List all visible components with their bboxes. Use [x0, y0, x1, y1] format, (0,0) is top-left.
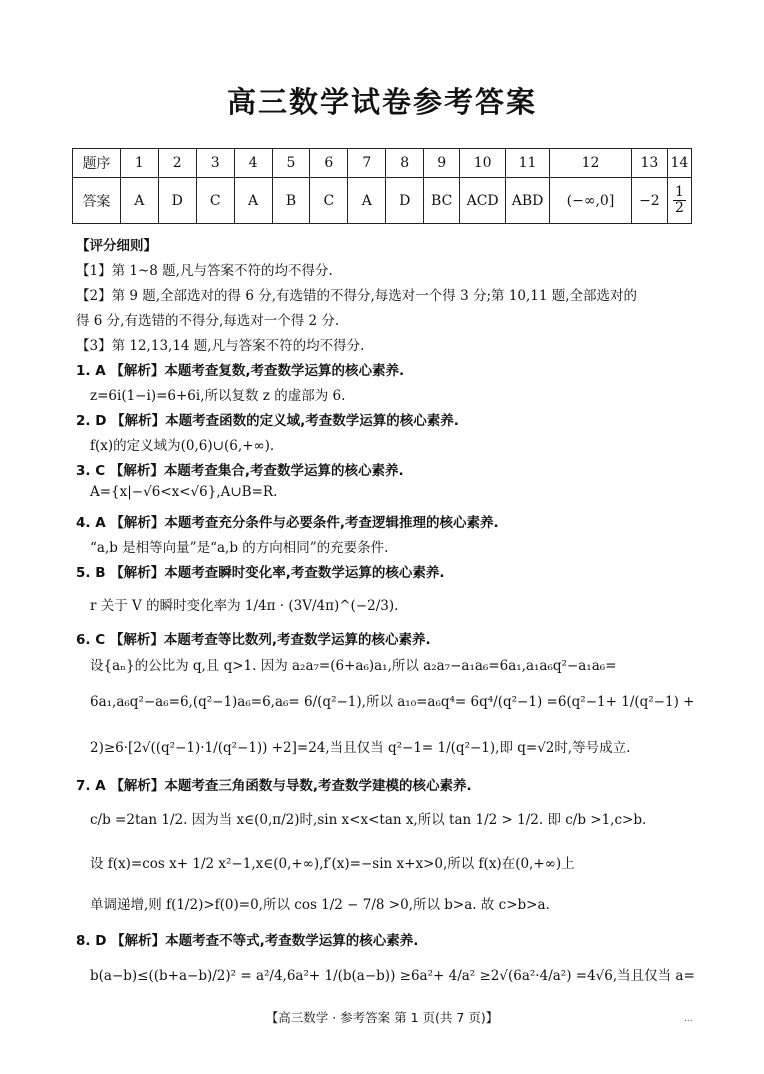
solution-6-line-1: 设{aₙ}的公比为 q,且 q>1. 因为 a₂a₇=(6+a₆)a₁,所以 a₂a₇−a₁a₆=6a₁,a₁a₆q²−a₁a₆= [90, 658, 617, 674]
table-cell: 10 [460, 149, 506, 178]
table-cell: 8 [386, 149, 424, 178]
solution-4-body: “a,b 是相等向量”是“a,b 的方向相同”的充要条件. [90, 540, 389, 556]
solution-8-heading: 8. D 【解析】本题考查不等式,考查数学运算的核心素养. [76, 933, 419, 949]
table-cell: A [120, 178, 158, 224]
fraction [673, 185, 686, 215]
page-footer: 【高三数学 · 参考答案 第 1 页(共 7 页)】 [265, 1010, 499, 1025]
table-row-numbers [73, 149, 692, 178]
table-cell: 11 [506, 149, 550, 178]
table-cell: 14 [667, 149, 691, 178]
table-cell: ACD [460, 178, 506, 224]
rule-3: 【3】第 12,13,14 题,凡与答案不符的均不得分. [76, 338, 365, 354]
table-cell: A [234, 178, 272, 224]
solution-7-line-3: 单调递增,则 f(1/2)>f(0)=0,所以 cos 1/2 − 7/8 >0,所以 b>a. 故 c>b>a. [90, 897, 550, 913]
fraction-denominator: 2 [674, 200, 684, 216]
solution-2-heading: 2. D 【解析】本题考查函数的定义域,考查数学运算的核心素养. [76, 413, 459, 429]
table-cell: D [158, 178, 196, 224]
solution-7-line-1: c/b =2tan 1/2. 因为当 x∈(0,π/2)时,sin x<x<tan x,所以 tan 1/2 > 1/2. 即 c/b >1,c>b. [90, 812, 647, 828]
solution-6-line-3: 2)≥6·[2√((q²−1)·1/(q²−1)) +2]=24,当且仅当 q²−1= 1/(q²−1),即 q=√2时,等号成立. [90, 740, 631, 756]
table-cell: C [310, 178, 348, 224]
solution-3-heading: 3. C 【解析】本题考查集合,考查数学运算的核心素养. [76, 463, 404, 479]
solution-7-heading: 7. A 【解析】本题考查三角函数与导数,考查数学建模的核心素养. [76, 778, 472, 794]
solution-1-body: z=6i(1−i)=6+6i,所以复数 z 的虚部为 6. [90, 388, 346, 404]
table-cell: 1 [120, 149, 158, 178]
solution-8-line-1: b(a−b)≤((b+a−b)/2)² = a²/4,6a²+ 1/(b(a−b)) ≥6a²+ 4/a² ≥2√(6a²·4/a²) =4√6,当且仅当 a= [90, 968, 695, 984]
table-cell: C [196, 178, 234, 224]
answer-table [72, 148, 692, 224]
table-cell: 7 [348, 149, 386, 178]
rules-heading: 【评分细则】 [76, 238, 157, 254]
table-cell: 2 [158, 149, 196, 178]
table-cell: BC [424, 178, 460, 224]
table-cell: 6 [310, 149, 348, 178]
rule-2b: 得 6 分,有选错的不得分,每选对一个得 2 分. [76, 313, 340, 329]
table-cell: 13 [631, 149, 667, 178]
table-cell: 4 [234, 149, 272, 178]
table-cell: 3 [196, 149, 234, 178]
rule-2a: 【2】第 9 题,全部选对的得 6 分,有选错的不得分,每选对一个得 3 分;第 10,11 题,全部选对的 [76, 288, 638, 304]
row-label-answer: 答案 [73, 178, 121, 224]
solution-5-heading: 5. B 【解析】本题考查瞬时变化率,考查数学运算的核心素养. [76, 565, 445, 581]
table-cell: (−∞,0] [550, 178, 632, 224]
solution-7-line-2: 设 f(x)=cos x+ 1/2 x²−1,x∈(0,+∞),f′(x)=−sin x+x>0,所以 f(x)在(0,+∞)上 [90, 856, 575, 872]
table-cell: −2 [631, 178, 667, 224]
table-cell: 9 [424, 149, 460, 178]
table-cell: 12 [550, 149, 632, 178]
solution-6-heading: 6. C 【解析】本题考查等比数列,考查数学运算的核心素养. [76, 632, 431, 648]
solution-3-body: A={x|−√6<x<√6},A∪B=R. [90, 484, 278, 500]
solution-4-heading: 4. A 【解析】本题考查充分条件与必要条件,考查逻辑推理的核心素养. [76, 515, 499, 531]
table-cell: D [386, 178, 424, 224]
solution-5-body: r 关于 V 的瞬时变化率为 1/4π · (3V/4π)^(−2/3). [90, 598, 399, 614]
fraction-numerator: 1 [674, 184, 684, 201]
page-title: 高三数学试卷参考答案 [226, 85, 537, 119]
solution-1-heading: 1. A 【解析】本题考查复数,考查数学运算的核心素养. [76, 363, 405, 379]
solution-2-body: f(x)的定义域为(0,6)∪(6,+∞). [90, 438, 275, 454]
table-cell: B [272, 178, 310, 224]
solution-6-line-2: 6a₁,a₆q²−a₆=6,(q²−1)a₆=6,a₆= 6/(q²−1),所以 a₁₀=a₆q⁴= 6q⁴/(q²−1) =6(q²−1+ 1/(q²−1) + [90, 694, 695, 710]
table-cell: A [348, 178, 386, 224]
table-cell: 5 [272, 149, 310, 178]
table-cell: ABD [506, 178, 550, 224]
table-row-answers [73, 178, 692, 224]
table-cell-fraction [667, 178, 691, 224]
corner-mark: ... [684, 1014, 693, 1024]
row-label-number: 题序 [73, 149, 121, 178]
rule-1: 【1】第 1~8 题,凡与答案不符的均不得分. [76, 263, 333, 279]
